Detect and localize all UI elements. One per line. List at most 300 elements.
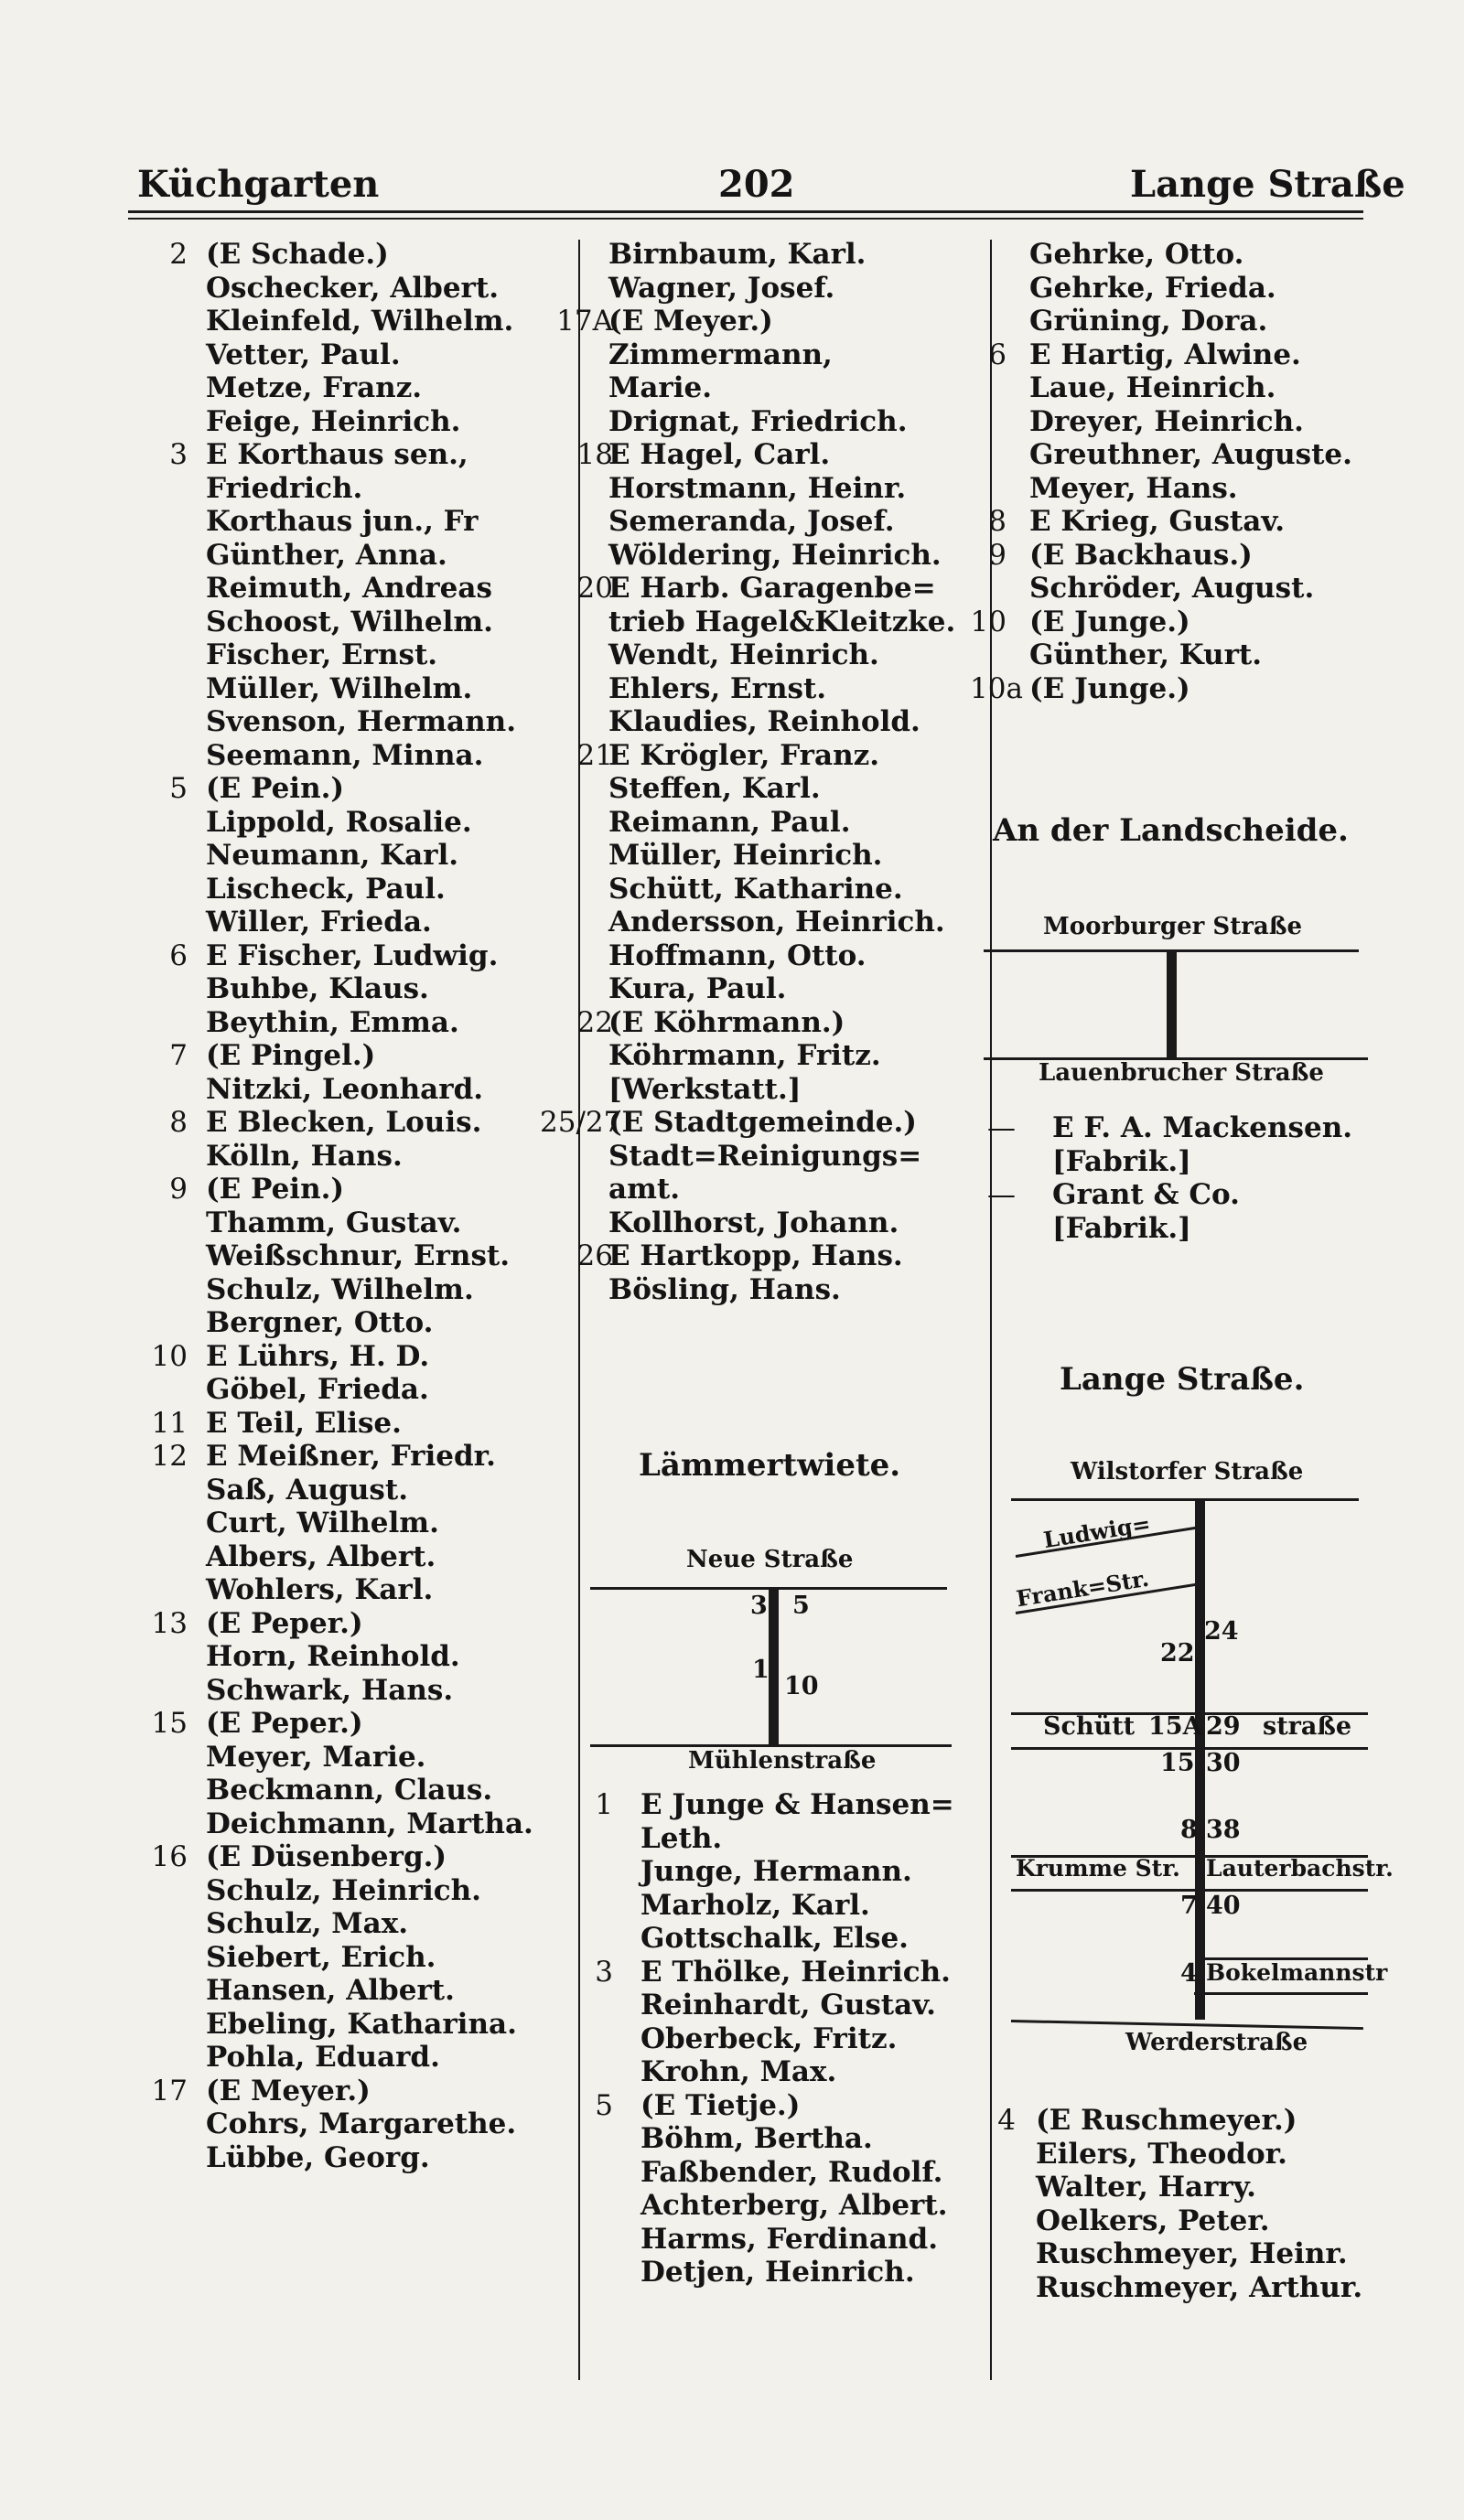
list-item [540,1006,979,1040]
list-item [128,505,572,539]
resident-entry: [Fabrik.] [1052,1144,1191,1178]
resident-entry: Willer, Frieda. [206,906,432,938]
list-item [128,739,572,773]
list-item [540,1788,988,1822]
list-item [970,638,1372,672]
house-number: 38 [1206,1816,1241,1844]
street-label-krumme: Krumme Str. [1016,1855,1180,1882]
list-item [128,1974,572,2008]
house-number: 15 [1160,1749,1195,1777]
entry-list [970,238,1372,705]
list-item [970,572,1372,606]
list-item [128,1006,572,1040]
house-number: 17A [556,305,613,338]
resident-entry: Ruschmeyer, Heinr. [1036,2237,1348,2270]
list-item [970,338,1372,372]
header-right: Lange Straße [1130,163,1405,206]
column-1 [128,238,572,2174]
list-item [128,1173,572,1206]
resident-entry: Birnbaum, Karl. [608,238,867,271]
list-item [128,1674,572,1708]
list-item [540,572,979,606]
list-item [540,939,979,973]
resident-entry: Buhbe, Klaus. [206,972,429,1005]
list-item [128,1874,572,1908]
list-item [128,1039,572,1073]
list-item [128,1340,572,1374]
list-item [540,539,979,573]
resident-entry: Semeranda, Josef. [608,505,895,538]
resident-entry: E Hagel, Carl. [608,438,831,471]
list-item [540,1073,979,1107]
list-item [128,1807,572,1841]
list-item [540,806,979,840]
list-item [540,505,979,539]
resident-entry: Köhrmann, Fritz. [608,1039,881,1072]
resident-entry: Böhm, Bertha. [640,2122,873,2155]
list-item [970,438,1372,472]
list-item [128,472,572,506]
list-item [540,2055,988,2089]
resident-entry: Schulz, Max. [206,1907,408,1940]
list-item [128,1140,572,1174]
resident-entry: Oelkers, Peter. [1036,2204,1270,2237]
resident-entry: (E Peper.) [206,1606,363,1640]
list-item [128,1239,572,1273]
house-number: 26 [576,1239,613,1272]
resident-entry: Schütt, Katharine. [608,872,903,906]
resident-entry: E Blecken, Louis. [206,1106,482,1139]
house-number: 10 [970,605,1006,638]
house-number: 17 [151,2074,188,2107]
house-number: 10 [784,1672,819,1700]
resident-entry: Meyer, Marie. [206,1740,426,1774]
list-item [970,1178,1372,1212]
resident-entry: E Korthaus sen., [206,438,468,471]
section-title-lange-strasse: Lange Straße. [1060,1361,1305,1398]
landscheide-entries [970,1111,1372,1245]
resident-entry: Müller, Wilhelm. [206,671,473,705]
resident-entry: Achterberg, Albert. [640,2189,948,2222]
resident-entry: Leth. [640,1821,723,1855]
list-item [540,1855,988,1889]
list-item [970,272,1372,306]
list-item [128,1206,572,1240]
house-number: 15 [151,1707,188,1740]
list-item [128,1273,572,1307]
list-item [540,238,979,272]
list-item [128,2107,572,2141]
street-label-bottom: Mühlenstraße [688,1747,877,1775]
house-number: 29 [1206,1712,1241,1741]
list-item [540,1039,979,1073]
resident-entry: (E Köhrmann.) [608,1005,845,1039]
house-number: 8 [988,505,1006,538]
house-number: 21 [576,738,613,772]
house-number: 6 [988,338,1006,371]
house-number: 8 [1180,1816,1198,1844]
list-item [128,1474,572,1507]
resident-entry: Hoffmann, Otto. [608,938,867,972]
list-item [970,1212,1372,1246]
resident-entry: E Junge & Hansen= [640,1788,954,1821]
resident-entry: (E Pein.) [206,772,345,805]
list-item [128,705,572,739]
house-number: 5 [169,772,188,805]
resident-entry: [Fabrik.] [1052,1211,1191,1245]
resident-entry: Grant & Co. [1052,1178,1240,1211]
list-item [128,305,572,338]
house-number: 5 [595,2088,613,2122]
list-item [128,2008,572,2042]
resident-entry: Schulz, Heinrich. [206,1873,481,1907]
resident-entry: trieb Hagel&Kleitzke. [608,605,956,638]
list-item [970,2204,1372,2238]
entry-list [970,2104,1372,2304]
resident-entry: Günther, Kurt. [1029,638,1263,671]
resident-entry: E Hartig, Alwine. [1029,338,1301,371]
resident-entry: Saß, August. [206,1473,408,1507]
list-item [128,238,572,272]
house-number: 8 [169,1106,188,1139]
list-item [540,272,979,306]
resident-entry: Schoost, Wilhelm. [206,605,493,638]
list-item [540,305,979,338]
resident-entry: Seemann, Minna. [206,738,484,772]
resident-entry: (E Pingel.) [206,1039,376,1072]
list-item [128,972,572,1006]
resident-entry: Beythin, Emma. [206,1005,459,1039]
house-number: 1 [595,1788,613,1821]
house-number: 4 [997,2104,1016,2137]
resident-entry: Deichmann, Martha. [206,1807,533,1840]
resident-entry: (E Meyer.) [206,2074,371,2107]
list-item [540,2189,988,2223]
house-number: — [987,1111,1016,1144]
resident-entry: Schröder, August. [1029,572,1315,605]
street-label-schuett: Schütt [1043,1712,1136,1741]
street-diagram-bar [1167,949,1177,1057]
list-item [970,1111,1372,1145]
list-item [540,1989,988,2022]
street-diagram-bar [769,1587,779,1744]
resident-entry: Feige, Heinrich. [206,404,461,438]
resident-entry: Metze, Franz. [206,371,423,404]
resident-entry: Steffen, Karl. [608,772,821,805]
list-item [970,2237,1372,2271]
resident-entry: Günther, Anna. [206,538,447,572]
house-number: 13 [151,1606,188,1640]
house-number: 20 [576,572,613,605]
resident-entry: Svenson, Hermann. [206,705,517,738]
resident-entry: Curt, Wilhelm. [206,1507,439,1539]
house-number: 3 [169,438,188,471]
list-item [540,438,979,472]
resident-entry: Detjen, Heinrich. [640,2256,915,2289]
resident-entry: Grüning, Dora. [1029,305,1268,338]
resident-entry: Laue, Heinrich. [1029,371,1276,404]
resident-entry: Ehlers, Ernst. [608,671,827,705]
house-number: 12 [151,1440,188,1473]
house-number: 3 [595,1955,613,1989]
resident-entry: E Krögler, Franz. [608,738,880,772]
resident-entry: Schwark, Hans. [206,1673,454,1707]
list-item [540,672,979,706]
list-item [128,939,572,973]
house-number: 5 [792,1592,810,1620]
list-item [128,1373,572,1407]
resident-entry: Wöldering, Heinrich. [608,538,942,572]
column-3 [970,238,1372,705]
list-item [540,2022,988,2056]
resident-entry: Reimuth, Andreas [206,572,492,605]
header-rule-thin [128,218,1363,220]
resident-entry: Cohrs, Margarethe. [206,2107,517,2140]
list-item [540,405,979,439]
list-item [128,2075,572,2108]
resident-entry: Hansen, Albert. [206,1974,455,2007]
house-number: 1 [752,1656,770,1684]
resident-entry: Beckmann, Claus. [206,1774,493,1807]
list-item [970,238,1372,272]
column-2 [540,238,979,1306]
list-item [540,1239,979,1273]
resident-entry: Bösling, Hans. [608,1272,841,1306]
street-line [1194,1992,1368,1995]
lange-strasse-entries [970,2104,1372,2304]
resident-entry: Wohlers, Karl. [206,1573,434,1606]
list-item [540,1106,979,1140]
list-item [128,906,572,939]
list-item [540,1822,988,1856]
house-number: 40 [1206,1892,1241,1920]
resident-entry: Lippold, Rosalie. [206,805,472,839]
list-item [128,1073,572,1107]
resident-entry: Faßbender, Rudolf. [640,2155,943,2189]
street-label-frank: Frank=Str. [1014,1564,1151,1613]
house-number: 22 [1160,1639,1195,1667]
resident-entry: Albers, Albert. [206,1539,436,1573]
list-item [128,2041,572,2075]
entry-list [970,1111,1372,1245]
list-item [128,1607,572,1641]
resident-entry: (E Meyer.) [608,305,773,338]
resident-entry: Zimmermann, [608,338,833,371]
resident-entry: E Lührs, H. D. [206,1339,430,1373]
resident-entry: Klaudies, Reinhold. [608,705,920,738]
list-item [540,606,979,639]
resident-entry: (E Pein.) [206,1173,345,1206]
street-label-top: Moorburger Straße [1043,913,1303,940]
resident-entry: (E Junge.) [1029,671,1190,705]
list-item [540,2256,988,2289]
resident-entry: Marie. [608,371,713,404]
list-item [970,472,1372,506]
list-item [540,906,979,939]
resident-entry: Meyer, Hans. [1029,471,1238,505]
resident-entry: Oberbeck, Fritz. [640,2021,898,2055]
resident-entry: Kura, Paul. [608,972,787,1005]
list-item [128,371,572,405]
list-item [970,2171,1372,2204]
resident-entry: Weißschnur, Ernst. [206,1239,511,1272]
resident-entry: Nitzki, Leonhard. [206,1072,484,1106]
list-item [540,1956,988,1989]
header-left: Küchgarten [137,163,380,206]
house-number: 9 [169,1173,188,1206]
list-item [128,839,572,873]
list-item [128,539,572,573]
entry-list [128,238,572,2174]
resident-entry: Fischer, Ernst. [206,638,438,671]
list-item [128,1306,572,1340]
entry-list [540,1788,988,2289]
resident-entry: (E Backhaus.) [1029,538,1253,572]
list-item [540,2223,988,2257]
house-number: 16 [151,1840,188,1873]
resident-entry: Korthaus jun., Fr [206,505,479,538]
resident-entry: Horn, Reinhold. [206,1640,460,1673]
resident-entry: Walter, Harry. [1036,2171,1256,2204]
list-item [128,272,572,306]
list-item [128,1741,572,1775]
resident-entry: amt. [608,1173,680,1206]
list-item [540,839,979,873]
resident-entry: E Meißner, Friedr. [206,1440,496,1473]
resident-entry: Stadt=Reinigungs= [608,1139,922,1173]
street-label-ludwig: Ludwig= [1041,1509,1153,1554]
house-number: 2 [169,238,188,271]
resident-entry: Kölln, Hans. [206,1139,403,1173]
list-item [128,806,572,840]
resident-entry: E Fischer, Ludwig. [206,938,499,972]
list-item [970,2271,1372,2305]
street-label-bottom: Lauenbrucher Straße [1039,1059,1324,1087]
house-number: — [987,1178,1016,1211]
resident-entry: Krohn, Max. [640,2055,837,2088]
list-item [540,371,979,405]
list-item [128,1440,572,1474]
list-item [540,1922,988,1956]
header-rule [128,210,1363,213]
street-label-top: Wilstorfer Straße [1071,1458,1304,1485]
resident-entry: (E Junge.) [1029,605,1190,638]
resident-entry: (E Peper.) [206,1707,363,1740]
resident-entry: Harms, Ferdinand. [640,2222,939,2256]
page-number: 202 [718,163,795,206]
list-item [128,606,572,639]
house-number: 30 [1206,1749,1241,1777]
list-item [540,2156,988,2190]
list-item [970,1145,1372,1179]
list-item [970,505,1372,539]
list-item [128,438,572,472]
street-label-strasse: straße [1263,1712,1352,1741]
resident-entry: Kollhorst, Johann. [608,1206,899,1239]
resident-entry: Thamm, Gustav. [206,1206,462,1239]
house-number: 6 [169,938,188,972]
resident-entry: E F. A. Mackensen. [1052,1111,1353,1144]
resident-entry: (E Schade.) [206,238,389,271]
list-item [128,1407,572,1441]
resident-entry: Eilers, Theodor. [1036,2137,1287,2171]
list-item [128,1573,572,1607]
resident-entry: Junge, Hermann. [640,1855,912,1888]
resident-entry: Horstmann, Heinr. [608,471,907,505]
list-item [128,638,572,672]
section-title-laemmertwiete: Lämmertwiete. [639,1447,901,1484]
list-item [128,672,572,706]
resident-entry: (E Stadtgemeinde.) [608,1106,917,1139]
resident-entry: Friedrich. [206,471,363,505]
list-item [970,606,1372,639]
resident-entry: Reinhardt, Gustav. [640,1989,936,2021]
house-number: 10a [970,671,1023,705]
resident-entry: Bergner, Otto. [206,1306,434,1339]
resident-entry: Kleinfeld, Wilhelm. [206,305,514,338]
resident-entry: Dreyer, Heinrich. [1029,404,1304,438]
list-item [540,772,979,806]
street-line [1011,1498,1359,1501]
resident-entry: (E Ruschmeyer.) [1036,2104,1297,2137]
list-item [128,2141,572,2175]
resident-entry: Greuthner, Auguste. [1029,438,1352,471]
house-number: 10 [151,1339,188,1373]
house-number: 18 [576,438,613,471]
resident-entry: (E Tietje.) [640,2088,801,2122]
resident-entry: Siebert, Erich. [206,1940,436,1974]
resident-entry: Ebeling, Katharina. [206,2007,517,2041]
resident-entry: Wagner, Josef. [608,271,835,305]
resident-entry: Marholz, Karl. [640,1888,870,1922]
list-item [540,1173,979,1206]
house-number: 15A [1148,1712,1202,1741]
resident-entry: E Harb. Garagenbe= [608,572,936,605]
list-item [128,1640,572,1674]
list-item [540,1206,979,1240]
list-item [128,772,572,806]
entry-list [540,238,979,1306]
resident-entry: E Teil, Elise. [206,1406,402,1440]
house-number: 22 [576,1005,613,1039]
list-item [540,739,979,773]
list-item [128,1540,572,1574]
house-number: 24 [1204,1617,1239,1646]
street-label-lauterbach: Lauterbachstr. [1206,1855,1394,1882]
list-item [970,405,1372,439]
house-number: 9 [988,538,1006,572]
list-item [540,2089,988,2123]
resident-entry: Neumann, Karl. [206,839,459,872]
house-number: 4 [1180,1959,1198,1988]
list-item [128,338,572,372]
resident-entry: Drignat, Friedrich. [608,404,908,438]
list-item [540,1273,979,1307]
resident-entry: Ruschmeyer, Arthur. [1036,2270,1363,2304]
resident-entry: Oschecker, Albert. [206,271,500,305]
street-label-top: Neue Straße [686,1546,854,1573]
list-item [540,1889,988,1923]
list-item [540,705,979,739]
list-item [540,338,979,372]
list-item [540,472,979,506]
list-item [970,371,1372,405]
list-item [128,405,572,439]
house-number: 25/27 [540,1106,622,1139]
section-title-landscheide: An der Landscheide. [993,812,1349,849]
resident-entry: Lübbe, Georg. [206,2140,430,2174]
house-number: 7 [169,1039,188,1072]
